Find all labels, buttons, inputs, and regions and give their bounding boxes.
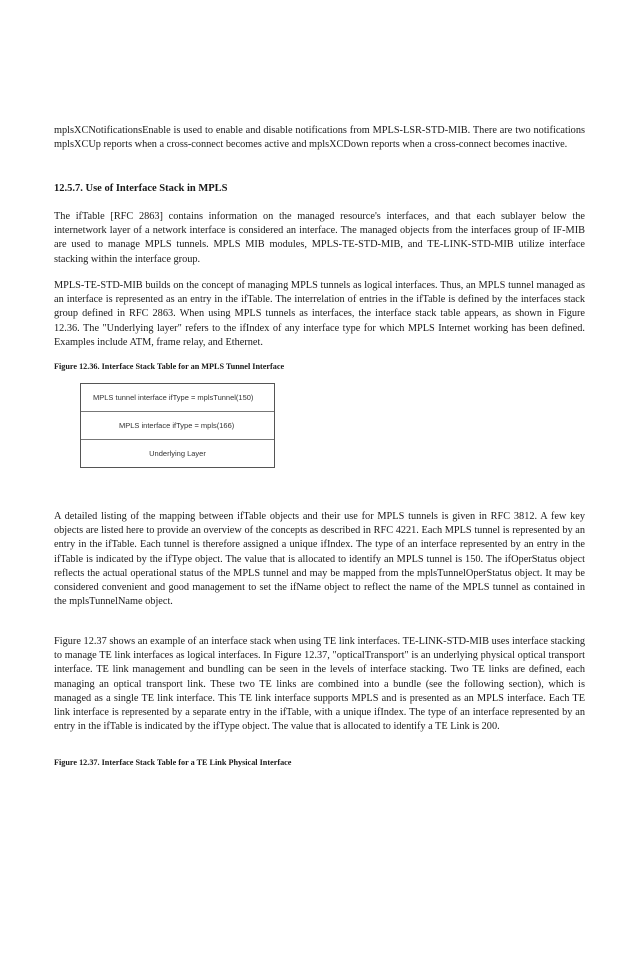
interface-stack-diagram — [80, 383, 275, 468]
paragraph-te-link: Figure 12.37 shows an example of an interface stack when using TE link interfaces. TE-LINK-STD-MIB uses interface stacking to manage TE link interfaces as logical interfaces. In Figure 12.37, "opticalTransport" is an underlying physical optical transport interface. TE link management and bundling can be seen in the levels of interface stacking. Two TE links are defined, each managing an optical transport link. These two TE links are combined into a bundle (see the following section), which is managed as a single TE link interface. This TE link interface supports MPLS and is presented as an MPLS interface. Each TE link interface is represented by a separate entry in the ifTable, with a unique ifIndex. The type of an interface represented by an entry in the ifTable is indicated by the ifType object. The value that is allocated to identify a TE Link is 200. — [54, 636, 585, 733]
paragraph-notifications: mplsXCNotificationsEnable is used to enable and disable notifications from MPLS-LSR-STD-MIB. There are two notifications mplsXCUp reports when a cross-connect becomes active and mplsXCDown reports when a cross-connect becomes inactive. — [54, 125, 585, 151]
section-heading: 12.5.7. Use of Interface Stack in MPLS — [54, 183, 228, 194]
diagram-layer-mpls-tunnel: MPLS tunnel interface ifType = mplsTunnel(150) — [81, 384, 274, 412]
figure-12-37-caption: Figure 12.37. Interface Stack Table for a TE Link Physical Interface — [54, 758, 292, 767]
paragraph-iftable-mapping: A detailed listing of the mapping between ifTable objects and their use for MPLS tunnels is given in RFC 3812. A few key objects are listed here to provide an overview of the concepts as described in RFC 4221. Each MPLS tunnel is represented by an entry in the ifTable. Each tunnel is therefore assigned a unique ifIndex. The type of an interface represented by an entry in the ifTable is indicated by the ifType object. The value that is allocated to identify an MPLS tunnel is 150. The ifOperStatus object reflects the actual operational status of the MPLS tunnel and may be mapped from the mplsTunnelOperStatus object. It may be considered convenient and good management to set the ifName object to reflect the name of the MPLS tunnel as contained in the mplsTunnelName object. — [54, 511, 585, 608]
paragraph-mpls-te-std-mib: MPLS-TE-STD-MIB builds on the concept of managing MPLS tunnels as logical interfaces. Thus, an MPLS tunnel managed as an interface is represented as an entry in the ifTable. The interrelation of entries in the ifTable is defined by the interfaces stack group defined in RFC 2863. When using MPLS tunnels as interfaces, the interface stack table appears, as shown in Figure 12.36. The "Underlying layer" refers to the ifIndex of any interface type for which MPLS Internet working has been defined. Examples include ATM, frame relay, and Ethernet. — [54, 280, 585, 348]
paragraph-iftable: The ifTable [RFC 2863] contains information on the managed resource's interfaces, and that each sublayer below the internetwork layer of a network interface is considered an interface. The managed objects from the interfaces group of IF-MIB are used to manage MPLS tunnels. MPLS MIB modules, MPLS-TE-STD-MIB, and TE-LINK-STD-MIB utilize interface stacking within the interface group. — [54, 211, 585, 265]
diagram-layer-mpls-interface: MPLS interface ifType = mpls(166) — [81, 412, 274, 440]
diagram-layer-underlying: Underlying Layer — [149, 449, 206, 458]
figure-12-36-caption: Figure 12.36. Interface Stack Table for an MPLS Tunnel Interface — [54, 362, 285, 371]
